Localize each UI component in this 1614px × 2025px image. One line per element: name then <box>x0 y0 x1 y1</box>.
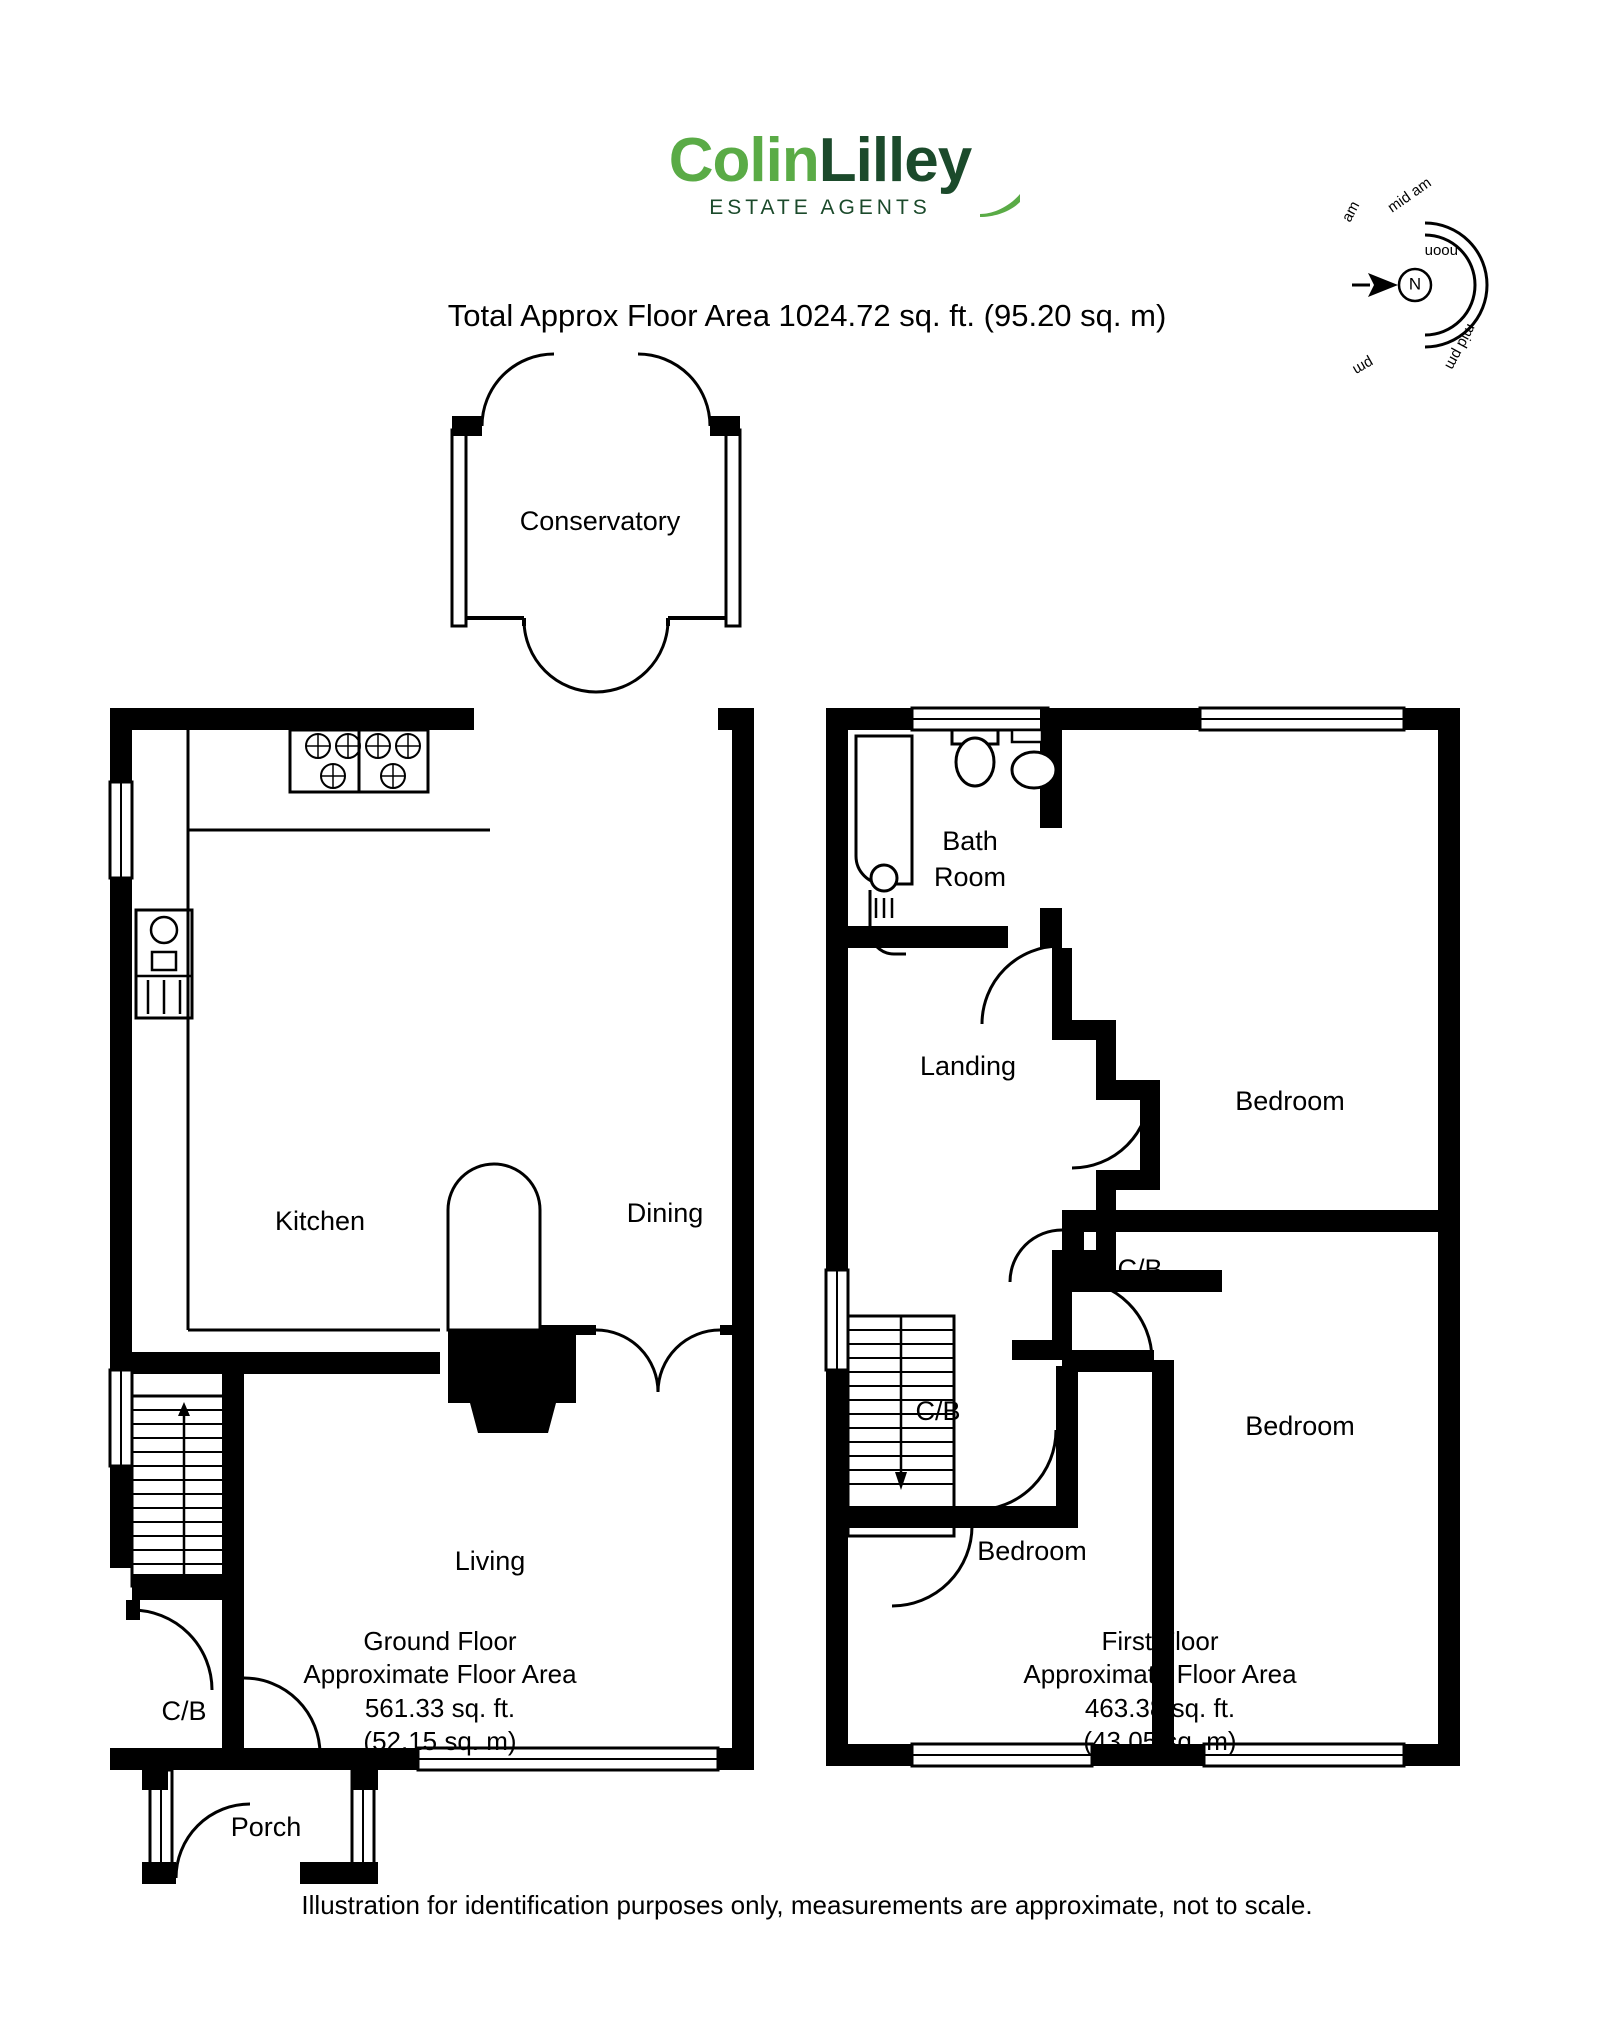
bedroom-lower-door <box>1062 1280 1154 1372</box>
ground-staircase <box>132 1374 244 1588</box>
cupboard-lower-left <box>976 1366 1078 1526</box>
first-caption-line4: (43.05 sq. m) <box>1083 1725 1237 1756</box>
compass-label-mid-pm: mid pm <box>1441 321 1480 373</box>
logo-name-second: Lilley <box>818 126 972 195</box>
dining-living-doorway <box>576 1325 754 1392</box>
bedroom-top-door <box>1072 1090 1150 1168</box>
first-caption-line2: Approximate Floor Area <box>1023 1659 1297 1690</box>
ground-caption-line1: Ground Floor <box>363 1626 517 1656</box>
room-label-bedroom-right: Bedroom <box>1245 1411 1355 1441</box>
ground-outer-walls <box>110 708 754 1770</box>
room-label-cupboard-ground: C/B <box>161 1696 207 1726</box>
kitchen-island <box>448 1164 540 1330</box>
ground-windows <box>110 782 718 1770</box>
room-label-conservatory: Conservatory <box>519 506 681 536</box>
first-caption-line3: 463.38 sq. ft. <box>1084 1692 1236 1723</box>
ground-caption-line3: 561.33 sq. ft. <box>364 1692 516 1723</box>
room-label-cupboard-lower: C/B <box>915 1396 961 1426</box>
ground-caption-line4: (52.15 sq. m) <box>363 1725 517 1756</box>
compass-label-mid-am: mid am <box>1384 174 1435 217</box>
fireplace-structure <box>448 1325 576 1433</box>
room-label-room: Room <box>933 862 1007 892</box>
logo-wordmark <box>600 126 1040 195</box>
compass-label-noon: noon <box>1424 243 1458 260</box>
disclaimer-text: Illustration for identification purposes only, measurements are approximate, not to scale. <box>301 1890 1313 1920</box>
compass-label-pm: pm <box>1349 353 1377 379</box>
room-label-kitchen: Kitchen <box>274 1206 366 1236</box>
first-floor-caption <box>930 1625 1390 1758</box>
logo-tagline: ESTATE AGENTS <box>709 196 931 219</box>
room-label-landing: Landing <box>919 1051 1017 1081</box>
sink-icon <box>136 910 192 1018</box>
first-staircase <box>848 1316 954 1536</box>
company-logo <box>600 126 1040 220</box>
room-label-dining: Dining <box>626 1198 704 1228</box>
compass-label-am: am <box>1338 198 1364 225</box>
first-outer-walls <box>826 708 1460 1766</box>
kitchen-structure <box>132 730 490 1374</box>
first-floor-plan <box>826 708 1460 1766</box>
room-label-bedroom-top: Bedroom <box>1235 1086 1345 1116</box>
room-label-bath: Bath <box>942 826 998 856</box>
ground-caption-line2: Approximate Floor Area <box>303 1659 577 1690</box>
room-label-cupboard-upper: C/B <box>1117 1254 1163 1284</box>
first-caption-line1: First Floor <box>1101 1626 1219 1656</box>
room-label-living: Living <box>454 1546 526 1576</box>
toilet-icon <box>952 730 998 786</box>
room-label-porch: Porch <box>230 1812 302 1842</box>
logo-swoosh-icon <box>978 192 1022 218</box>
logo-name-first: Colin <box>668 126 819 195</box>
ground-floor-caption <box>210 1625 670 1758</box>
room-label-bedroom-bottom: Bedroom <box>977 1536 1087 1566</box>
hob-icon <box>290 730 428 792</box>
page-title: Total Approx Floor Area 1024.72 sq. ft. (95.20 sq. m) <box>447 298 1167 333</box>
compass-north-letter: N <box>1408 274 1422 293</box>
